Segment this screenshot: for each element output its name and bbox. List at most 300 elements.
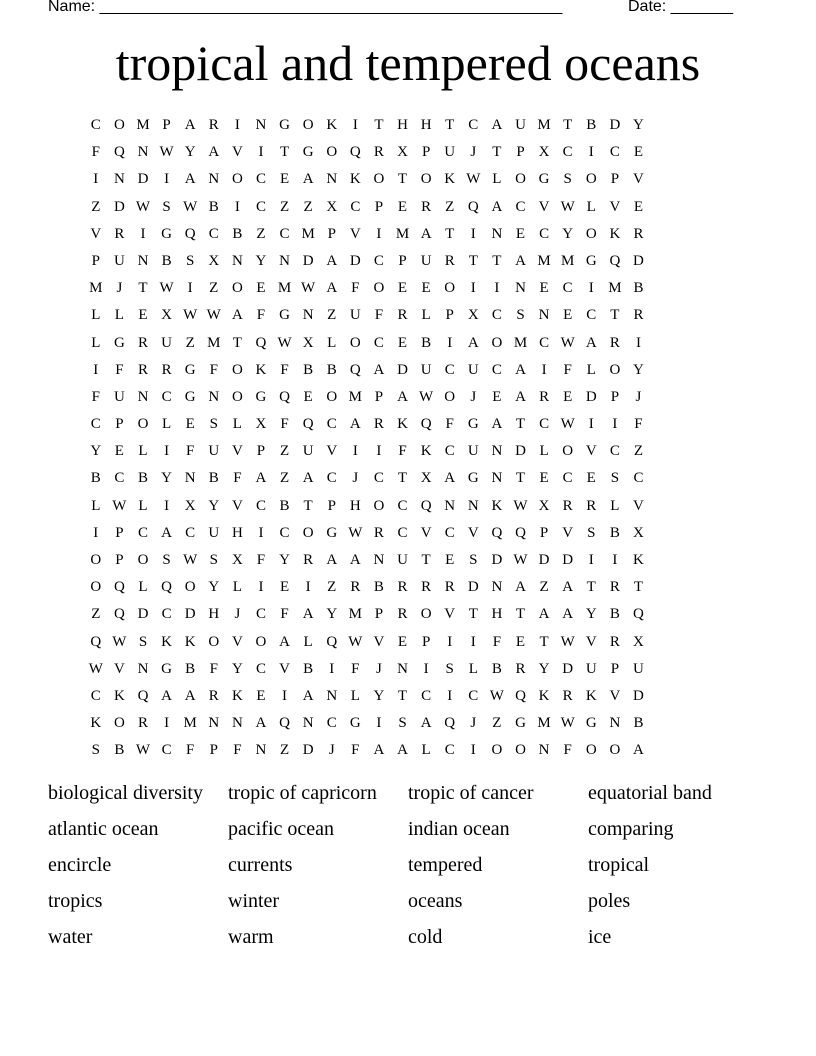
word-list-row [48,852,788,888]
grid-letter: C [326,715,337,732]
grid-letter: G [467,470,479,487]
grid-letter: T [563,117,573,133]
grid-letter: X [184,497,196,514]
grid-letter: E [138,307,148,324]
grid-letter: C [421,687,432,704]
grid-letter: E [492,388,502,405]
grid-letter: V [231,497,243,514]
grid-letter: N [515,280,526,297]
grid-letter: Q [349,361,361,378]
grid-letter: A [491,416,503,433]
grid-letter: O [302,117,314,133]
grid-letter: N [538,742,550,759]
grid-letter: Z [209,280,219,297]
grid-letter: L [138,497,148,514]
grid-letter: T [445,225,455,242]
grid-letter: R [444,252,455,269]
grid-letter: M [537,715,551,732]
grid-letter: R [137,715,148,732]
grid-letter: B [609,524,620,541]
grid-letter: K [113,687,125,704]
grid-letter: Y [562,225,574,242]
grid-letter: C [90,117,101,133]
grid-letter: E [397,198,408,215]
grid-letter: Q [326,633,338,650]
grid-letter: Q [137,687,149,704]
grid-letter: A [184,687,196,704]
grid-letter: U [467,361,479,378]
grid-letter: P [91,252,100,269]
grid-row [84,658,734,685]
grid-letter: N [491,579,503,596]
grid-letter: E [279,171,290,188]
grid-letter: N [326,171,338,188]
grid-letter: W [301,280,316,297]
grid-letter: L [586,198,596,215]
grid-letter: O [515,171,526,188]
grid-letter: W [560,334,575,351]
grid-letter: J [116,280,123,297]
grid-letter: F [91,388,100,405]
grid-letter: Q [633,606,644,623]
grid-letter: T [586,579,596,596]
grid-letter: D [515,443,526,460]
grid-letter: Z [279,443,290,460]
grid-letter: V [231,633,243,650]
grid-letter: I [588,280,594,297]
grid-letter: I [612,552,618,568]
grid-letter: Y [255,252,267,269]
grid-letter: X [397,144,408,161]
grid-letter: N [491,470,503,487]
grid-letter: W [135,198,151,215]
grid-letter: T [468,606,478,623]
grid-letter: I [164,171,170,188]
grid-letter: C [137,524,148,541]
grid-letter: E [633,144,644,161]
grid-row [84,440,734,467]
grid-letter: U [349,307,361,324]
grid-letter: Q [444,715,456,732]
grid-letter: Z [279,198,290,215]
grid-letter: Y [373,687,385,704]
grid-letter: T [138,280,148,297]
grid-letter: Q [279,715,290,732]
grid-letter: W [513,552,528,568]
grid-letter: G [467,416,479,433]
grid-letter: L [492,171,502,188]
grid-letter: A [515,388,526,405]
grid-letter: Q [113,144,125,161]
grid-letter: I [164,715,170,732]
grid-letter: N [113,171,125,188]
grid-letter: O [137,552,149,568]
grid-letter: P [374,606,384,623]
grid-letter: Q [90,633,102,650]
grid-letter: S [445,660,454,677]
grid-letter: K [349,171,361,188]
grid-letter: C [444,742,455,759]
grid-row [84,359,734,386]
grid-letter: J [234,606,241,623]
grid-letter: A [302,606,314,623]
grid-letter: P [374,388,384,405]
grid-row [84,522,734,549]
grid-letter: U [161,334,172,351]
word-list-row [48,924,788,960]
grid-letter: D [562,552,574,568]
grid-letter: W [466,171,481,188]
grid-letter: F [186,443,195,460]
grid-letter: P [374,198,384,215]
grid-letter: I [352,443,358,460]
grid-letter: B [586,117,597,133]
grid-letter: C [350,198,361,215]
grid-letter: S [209,416,218,433]
grid-letter: S [398,715,407,732]
grid-letter: F [115,361,124,378]
grid-letter: L [91,334,101,351]
grid-letter: I [140,225,146,242]
grid-letter: N [255,117,267,133]
grid-letter: L [586,361,596,378]
grid-letter: C [255,606,266,623]
grid-letter: F [634,416,643,433]
word-list-item: tempered [408,854,483,876]
grid-letter: I [588,552,594,568]
grid-letter: A [161,524,172,541]
grid-letter: E [256,280,266,297]
grid-letter: D [302,252,314,269]
grid-letter: L [232,416,242,433]
grid-letter: F [280,606,289,623]
grid-letter: M [183,715,197,732]
grid-letter: F [256,552,266,568]
grid-letter: M [301,225,315,242]
grid-letter: R [633,225,644,242]
grid-letter: K [609,225,621,242]
grid-letter: Y [633,361,644,378]
grid-letter: S [516,307,525,324]
grid-letter: I [234,117,240,133]
grid-letter: B [90,470,101,487]
grid-letter: B [303,660,314,677]
grid-letter: E [397,633,408,650]
grid-row [84,631,734,658]
grid-letter: Z [279,470,290,487]
grid-letter: G [184,361,196,378]
grid-letter: L [114,307,124,324]
grid-letter: V [90,225,102,242]
word-list-item: water [48,926,93,948]
grid-letter: D [609,117,621,133]
grid-letter: R [373,524,384,541]
grid-letter: G [161,660,172,677]
grid-letter: N [397,660,408,677]
grid-letter: B [137,470,148,487]
grid-letter: S [209,552,218,568]
grid-letter: V [562,524,574,541]
grid-letter: Z [279,742,290,759]
grid-letter: G [585,252,597,269]
grid-letter: C [586,307,597,324]
grid-letter: J [470,144,477,161]
word-list-item: indian ocean [408,818,510,840]
grid-letter: V [538,198,550,215]
grid-letter: E [397,280,408,297]
grid-letter: F [492,633,502,650]
grid-letter: P [115,416,124,433]
grid-letter: M [537,252,551,269]
grid-letter: O [420,171,432,188]
grid-letter: S [162,552,171,568]
grid-letter: H [231,524,243,541]
grid-row [84,576,734,603]
grid-letter: S [138,633,148,650]
grid-letter: K [90,715,102,732]
grid-letter: U [444,144,456,161]
grid-letter: D [137,171,149,188]
grid-letter: V [373,633,385,650]
grid-letter: K [397,416,408,433]
grid-letter: R [586,497,597,514]
grid-letter: Q [302,416,314,433]
grid-letter: I [494,280,500,297]
grid-letter: V [609,198,621,215]
grid-letter: F [91,144,100,161]
grid-letter: N [538,307,550,324]
grid-letter: K [491,497,503,514]
grid-letter: B [185,660,196,677]
grid-letter: J [328,742,335,759]
grid-letter: T [492,144,502,161]
grid-letter: B [633,280,644,297]
grid-letter: C [609,144,620,161]
grid-letter: O [255,633,267,650]
grid-letter: R [208,687,219,704]
grid-letter: D [302,742,314,759]
grid-letter: P [421,144,431,161]
grid-letter: P [539,524,549,541]
grid-letter: A [562,579,574,596]
grid-letter: G [349,715,361,732]
grid-letter: C [255,497,266,514]
grid-letter: G [279,117,290,133]
grid-letter: W [112,633,127,650]
date-field-label: Date: _______ [628,0,733,15]
grid-letter: Y [231,660,243,677]
grid-letter: Z [539,579,549,596]
grid-letter: O [231,361,243,378]
grid-letter: X [326,198,338,215]
page-title: tropical and tempered oceans [115,35,701,91]
grid-letter: C [161,388,172,405]
grid-letter: Q [113,606,125,623]
grid-letter: W [419,388,434,405]
grid-letter: U [302,443,314,460]
grid-letter: R [539,388,550,405]
grid-letter: W [135,742,151,759]
word-list-item: encircle [48,854,112,876]
grid-letter: X [633,633,644,650]
grid-letter: O [373,497,385,514]
grid-letter: W [348,633,363,650]
grid-letter: G [585,715,597,732]
grid-letter: A [491,198,503,215]
grid-letter: I [352,117,358,133]
word-list-item: cold [408,926,443,948]
grid-letter: R [114,225,125,242]
grid-letter: C [185,524,196,541]
grid-letter: C [539,225,550,242]
grid-letter: G [184,388,196,405]
grid-letter: A [420,225,432,242]
grid-letter: M [395,225,410,242]
word-list-item: comparing [588,818,674,840]
grid-letter: A [420,715,432,732]
grid-letter: M [561,252,575,269]
grid-letter: O [231,280,243,297]
grid-letter: I [376,715,382,732]
grid-letter: U [420,252,432,269]
grid-letter: O [515,742,526,759]
grid-letter: C [255,660,266,677]
grid-letter: A [161,687,172,704]
grid-letter: N [373,552,385,568]
grid-letter: L [138,443,148,460]
grid-letter: V [420,524,432,541]
grid-letter: G [538,171,550,188]
grid-letter: R [373,144,384,161]
grid-letter: R [303,552,314,568]
grid-letter: Q [420,497,432,514]
grid-letter: R [421,579,432,596]
grid-letter: O [208,633,220,650]
grid-letter: C [373,334,384,351]
header [48,0,748,20]
grid-letter: C [114,470,125,487]
grid-letter: Z [256,225,266,242]
word-list-item: atlantic ocean [48,818,159,840]
grid-letter: Y [184,144,196,161]
grid-letter: D [491,552,503,568]
grid-letter: R [421,198,432,215]
grid-letter: U [585,660,597,677]
word-list-item: oceans [408,890,463,912]
grid-letter: L [350,687,360,704]
grid-letter: N [255,742,267,759]
grid-letter: X [302,334,314,351]
grid-letter: W [88,660,103,677]
grid-letter: C [633,470,644,487]
grid-letter: F [280,416,289,433]
grid-letter: Q [515,687,526,704]
grid-letter: A [302,687,314,704]
grid-letter: B [609,606,620,623]
grid-letter: N [137,144,149,161]
grid-letter: I [258,524,264,541]
grid-letter: R [609,334,620,351]
grid-letter: U [515,117,526,133]
grid-letter: D [137,606,149,623]
grid-letter: A [349,552,361,568]
grid-row [84,114,734,141]
grid-letter: X [255,416,267,433]
grid-letter: I [635,334,641,351]
grid-letter: Q [609,252,621,269]
grid-row [84,386,734,413]
grid-letter: N [302,715,314,732]
word-list-row [48,816,788,852]
grid-letter: S [186,252,195,269]
word-list-item: pacific ocean [228,818,335,840]
grid-letter: N [184,470,196,487]
word-list-item: ice [588,926,612,948]
grid-letter: H [420,117,432,133]
grid-letter: E [563,388,573,405]
grid-letter: O [609,361,621,378]
grid-letter: F [280,361,289,378]
grid-letter: O [373,280,385,297]
grid-letter: N [231,715,243,732]
grid-letter: A [397,742,408,759]
grid-letter: Q [279,388,290,405]
grid-row [84,332,734,359]
grid-letter: E [515,633,526,650]
word-list-item: equatorial band [588,782,712,804]
grid-letter: R [397,606,408,623]
grid-letter: A [302,171,314,188]
grid-letter: L [91,307,101,324]
grid-letter: O [90,552,102,568]
grid-letter: C [562,470,573,487]
grid-letter: T [468,252,478,269]
grid-letter: Y [279,552,290,568]
grid-letter: S [587,524,596,541]
grid-letter: V [585,443,597,460]
grid-letter: Q [184,225,196,242]
grid-letter: A [373,742,385,759]
grid-letter: D [467,579,479,596]
grid-letter: E [539,470,549,487]
grid-letter: A [562,606,574,623]
grid-letter: Q [420,416,432,433]
grid-letter: E [256,687,266,704]
grid-letter: L [421,742,431,759]
grid-letter: T [397,470,408,487]
grid-letter: I [447,334,453,351]
grid-letter: O [113,715,125,732]
grid-letter: D [113,198,125,215]
grid-letter: C [208,225,219,242]
grid-letter: P [162,117,171,133]
grid-letter: V [609,687,621,704]
grid-letter: D [184,606,196,623]
grid-letter: M [136,117,150,133]
grid-letter: J [376,660,382,677]
grid-letter: A [184,117,196,133]
grid-letter: M [207,334,221,351]
grid-letter: N [491,443,503,460]
grid-letter: D [633,687,644,704]
grid-letter: O [326,388,338,405]
grid-letter: H [349,497,361,514]
grid-letter: O [491,334,503,351]
grid-letter: N [491,225,503,242]
grid-letter: A [255,470,267,487]
grid-letter: G [279,307,290,324]
grid-row [84,495,734,522]
